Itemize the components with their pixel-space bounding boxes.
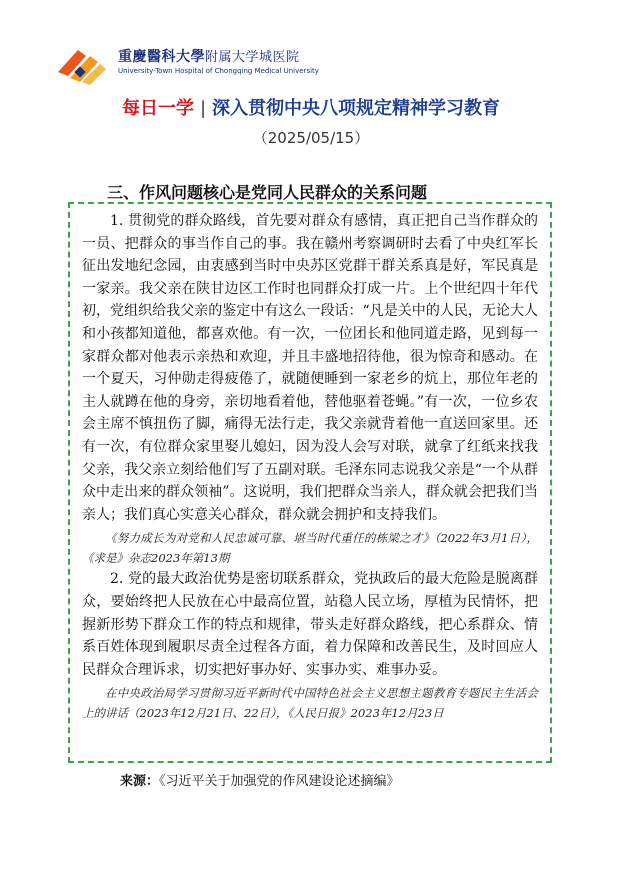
citation-2: 在中央政治局学习贯彻习近平新时代中国特色社会主义思想主题教育专题民主生活会上的讲话（2023年12月21日、22日），《人民日报》2023年12月23日 bbox=[82, 686, 538, 721]
source-text: 《习近平关于加强党的作风建设论述摘编》 bbox=[159, 774, 400, 789]
source-line bbox=[120, 770, 400, 789]
publish-date: （2025/05/15） bbox=[252, 129, 370, 147]
hospital-name-en: University-Town Hospital of Chongqing Medical University bbox=[118, 67, 319, 75]
hospital-subname: 附属大学城医院 bbox=[205, 50, 300, 65]
hospital-emblem-icon bbox=[56, 42, 116, 86]
paragraph-1: 1. 贯彻党的群众路线，首先要对群众有感情，真正把自己当作群众的一员、把群众的事当作自己的事。我在赣州考察调研时去看了中央红军长征出发地纪念园，由衷感到当时中央苏区党群干群关系真是好，军民真是一家亲。我父亲在陕甘边区工作时也同群众打成一片。上个世纪四十年代初，党组织给我父亲的鉴定中有这么一段话：“凡是关中的人民，无论大人和小孩都知道他，都喜欢他。有一次，一位团长和他同道走路，见到每一家群众都对他表示亲热和欢迎，并且丰盛地招待他，很为惊奇和感动。在一个夏天，习仲勋走得疲倦了，就随便睡到一家老乡的炕上，那位年老的主人就蹲在他的身旁，亲切地看着他，替他驱着苍蝇。”有一次，一位乡农会主席不慎扭伤了脚，痛得无法行走，我父亲就背着他一直送回家里。还有一次，有位群众家里娶儿媳妇，因为没人会写对联，就拿了红纸来找我父亲，我父亲立刻给他们写了五副对联。毛泽东同志说我父亲是“一个从群众中走出来的群众领袖”。这说明，我们把群众当亲人，群众就会把我们当亲人；我们真心实意关心群众，群众就会拥护和支持我们。 bbox=[82, 213, 538, 523]
section-heading: 三、作风问题核心是党同人民群众的关系问题 bbox=[107, 183, 428, 202]
hospital-logo bbox=[56, 40, 319, 88]
paragraph-2: 2. 党的最大政治优势是密切联系群众，党执政后的最大危险是脱离群众，要始终把人民放在心中最高位置，站稳人民立场，厚植为民情怀，把握新形势下群众工作的特点和规律，带头走好群众路线，把心系群众、情系百姓体现到履职尽责全过程各方面，着力保障和改善民生，及时回应人民群众合理诉求，切实把好事办好、实事办实、难事办妥。 bbox=[82, 571, 538, 678]
title-main: 深入贯彻中央八项规定精神学习教育 bbox=[212, 98, 501, 119]
citation-1: 《努力成长为对党和人民忠诚可靠、堪当时代重任的栋梁之才》（2022年3月1日），《求是》杂志2023年第13期 bbox=[82, 531, 538, 566]
content-body bbox=[82, 210, 538, 723]
title-separator: | bbox=[199, 98, 207, 119]
hospital-name-cn bbox=[118, 46, 300, 66]
university-name: 重慶醫科大學 bbox=[118, 49, 205, 65]
page-title bbox=[0, 94, 622, 120]
title-prefix: 每日一学 bbox=[121, 98, 194, 119]
source-label: 来源： bbox=[120, 774, 160, 789]
